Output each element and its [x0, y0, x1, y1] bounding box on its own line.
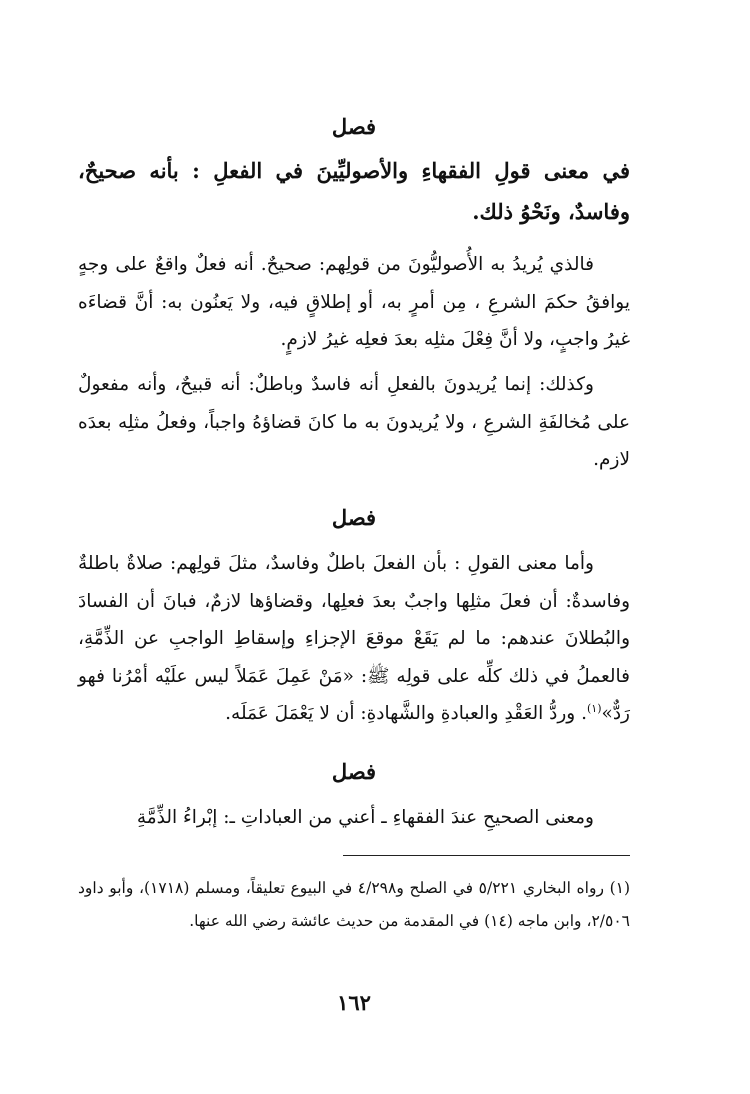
section-heading: فصل	[331, 114, 377, 139]
page-number: ١٦٢	[337, 990, 371, 1015]
book-page	[78, 0, 630, 1094]
paragraph-sahih: فالذي يُريدُ به الأُصوليُّونَ من قولِهم: صحيحٌ. أنه فعلٌ واقعٌ على وجهٍ يوافقُ حكمَ الشرعِ ، مِن أمرٍ به، أو إطلاقٍ فيه، ولا يَعنُون به: أنَّ قضاءَه غيرُ واجبٍ، ولا أنَّ فِعْلَ مثلِه بعدَ فعلِه غيرُ لازمٍ.	[78, 254, 630, 350]
paragraph-batil-text: وأما معنى القولِ : بأن الفعلَ باطلٌ وفاسدٌ، مثلَ قولِهم: صلاةٌ باطلةٌ وفاسدةٌ: أن فعلَ مثلِها واجبٌ بعدَ فعلِها، وقضاؤها لازمٌ، فبانَ أن الفسادَ والبُطلانَ عندهم: ما لم يَقَعْ موقعَ الإجزاءِ وإسقاطِ الواجبِ عن الذِّمَّةِ، فالعملُ في ذلك كلِّه على قولِه ﷺ: «مَنْ عَمِلَ عَمَلاً ليس علَيْه أمْرُنا فهو رَدٌّ»	[78, 553, 630, 724]
footnote: (١) رواه البخاري ٥/٢٢١ في الصلح و٤/٢٩٨ في البيوع تعليقاً، ومسلم (١٧١٨)، وأبو داود ٢/٥٠٦، وابن ماجه (١٤) في المقدمة من حديث عائشة رضي الله عنها.	[78, 879, 631, 930]
paragraph-fasid: وكذلك: إنما يُريدونَ بالفعلِ أنه فاسدٌ وباطلٌ: أنه قبيحٌ، وأنه مفعولٌ على مُخالفَةِ الشرعِ ، ولا يُريدونَ به ما كانَ قضاؤهُ واجباً، وفعلُ مثلِه بعدَه لازم.	[78, 374, 630, 470]
section-subtitle: في معنى قولِ الفقهاءِ والأصوليِّينَ في الفعلِ : بأنه صحيحٌ، وفاسدٌ، ونَحْوُ ذلك.	[78, 158, 630, 224]
section-heading-3: فصل	[331, 759, 377, 784]
section-heading-2: فصل	[331, 505, 377, 530]
paragraph-batil-tail: . وردُّ العَقْدِ والعبادةِ والشَّهادةِ: أن لا يَعْمَلَ عَمَلَه.	[225, 703, 587, 724]
paragraph-sahih-fiqh: ومعنى الصحيحِ عندَ الفقهاءِ ـ أعني من العباداتِ ـ: إبْراءُ الذِّمَّةِ	[136, 807, 594, 828]
paragraph-batil	[78, 545, 630, 733]
footnote-separator	[343, 855, 630, 856]
footnote-reference[interactable]: (١)	[586, 701, 602, 715]
